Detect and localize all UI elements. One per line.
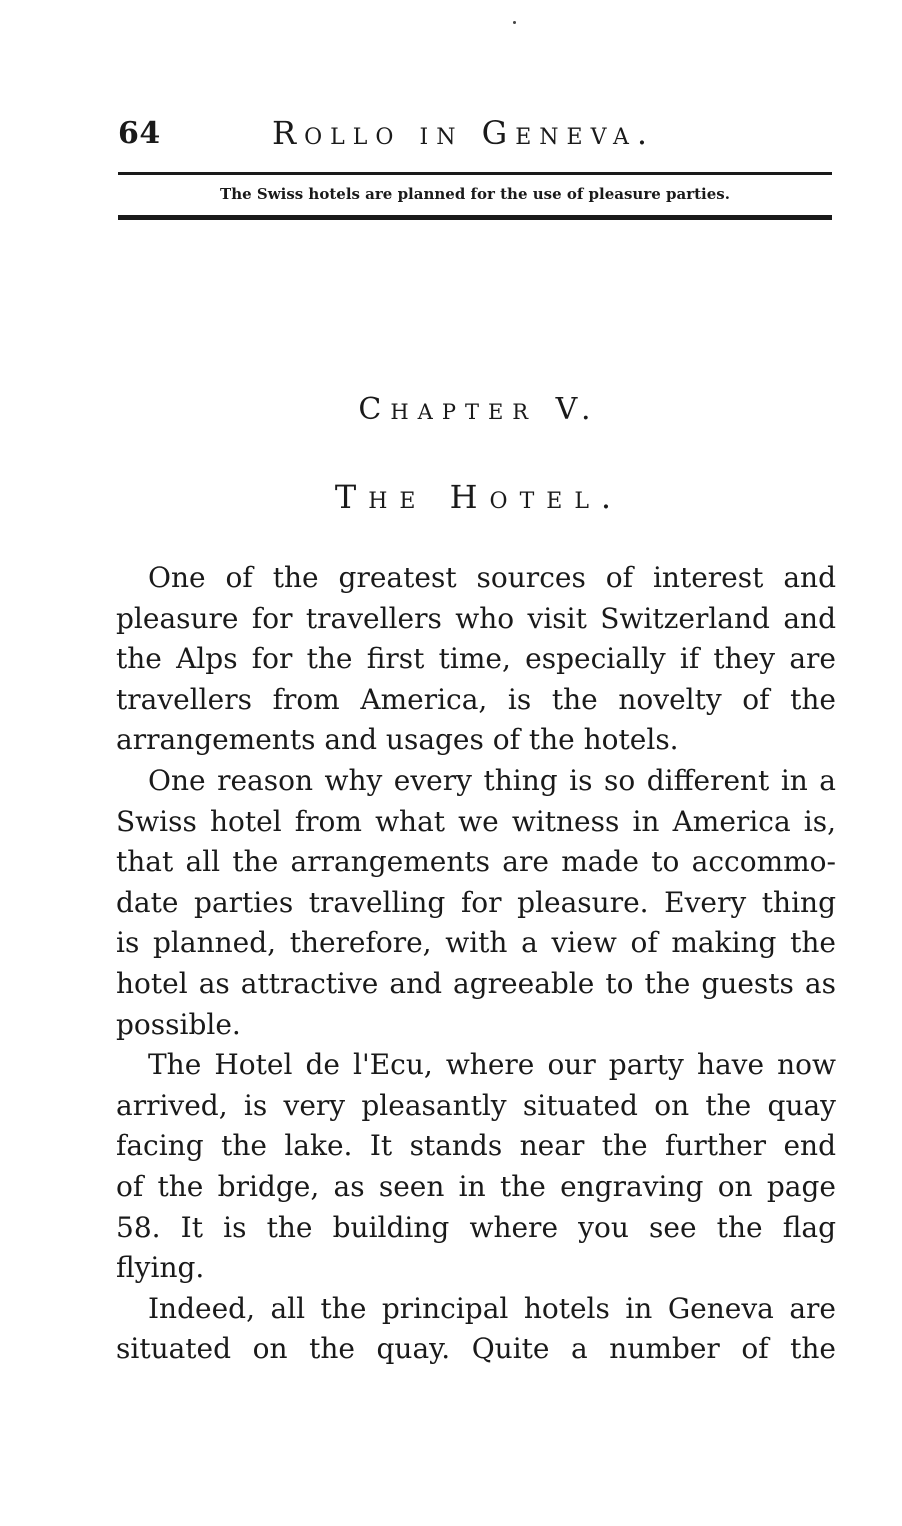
text-line: arrived, is very pleasantly situated on the quay bbox=[116, 1088, 836, 1122]
text-line: pleasure for travellers who visit Switzerland and bbox=[116, 601, 836, 635]
text-line: The Hotel de l'Ecu, where our party have now bbox=[148, 1048, 836, 1082]
header-rule-top bbox=[118, 172, 832, 175]
ink-speck bbox=[513, 21, 516, 24]
text-line: travellers from America, is the novelty of the bbox=[116, 682, 836, 716]
text-line: One of the greatest sources of interest and bbox=[148, 561, 836, 594]
text-line: Swiss hotel from what we witness in America is, bbox=[116, 804, 836, 838]
text-line: 58. It is the building where you see the flag bbox=[116, 1210, 836, 1244]
text-line: situated on the quay. Quite a number of the bbox=[116, 1332, 836, 1366]
body-text bbox=[116, 558, 836, 1370]
running-title: Rollo in Geneva. bbox=[272, 114, 656, 152]
text-line: Indeed, all the principal hotels in Geneva are bbox=[148, 1291, 836, 1325]
text-line: facing the lake. It stands near the further end bbox=[116, 1129, 836, 1163]
text-line: is planned, therefore, with a view of making the bbox=[116, 926, 836, 960]
text-line: that all the arrangements are made to accommo- bbox=[116, 845, 836, 879]
text-line: One reason why every thing is so different in a bbox=[148, 763, 836, 797]
running-summary: The Swiss hotels are planned for the use of pleasure parties. bbox=[220, 185, 730, 203]
page-number: 64 bbox=[118, 116, 161, 151]
text-line: possible. bbox=[116, 1007, 241, 1041]
chapter-number: Chapter V. bbox=[358, 392, 600, 427]
text-line: arrangements and usages of the hotels. bbox=[116, 723, 679, 757]
chapter-title: The Hotel. bbox=[334, 478, 624, 516]
text-line: date parties travelling for pleasure. Every thing bbox=[116, 885, 836, 919]
text-line: hotel as attractive and agreeable to the guests as bbox=[116, 966, 836, 1000]
text-line: the Alps for the first time, especially if they are bbox=[116, 642, 836, 676]
text-line: flying. bbox=[116, 1251, 205, 1285]
text-line: of the bridge, as seen in the engraving on page bbox=[116, 1169, 836, 1203]
header-rule-bottom bbox=[118, 215, 832, 220]
